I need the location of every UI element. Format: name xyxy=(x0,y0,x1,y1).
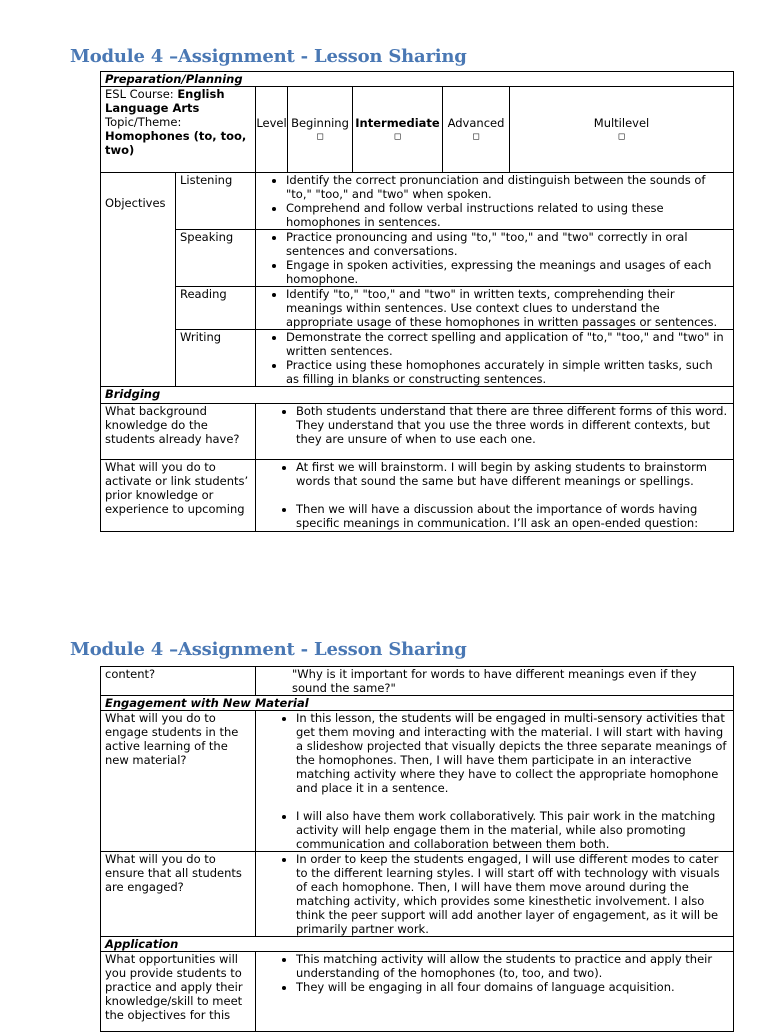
speaking-objectives xyxy=(256,230,734,287)
list-item: • Demonstrate the correct spelling and application of "to," "too," and "two" in written sentences. xyxy=(286,330,729,358)
topic-label: Topic/Theme: xyxy=(105,115,182,129)
lesson-plan-table-continued xyxy=(100,666,734,1032)
list-item: • Engage in spoken activities, expressing the meanings and usages of each homophone. xyxy=(286,258,729,286)
listening-objectives xyxy=(256,173,734,230)
course-line: ESL Course: English Language Arts xyxy=(105,87,225,115)
checkbox-icon[interactable]: ◻ xyxy=(316,132,324,142)
objectives-label: Objectives xyxy=(101,173,176,387)
bridging-answer xyxy=(256,460,734,532)
list-item: • Identify "to," "too," and "two" in written texts, comprehending their meanings within sentences. Use context clues to understand the appropriate usage of these homophones in written passages or sentences. xyxy=(286,287,729,329)
list-item: • Comprehend and follow verbal instructions related to using these homophones in sentences. xyxy=(286,201,729,229)
list-item: • Identify the correct pronunciation and distinguish between the sounds of "to," "too," and "two" when spoken. xyxy=(286,173,729,201)
engagement-question: What will you do to ensure that all students are engaged? xyxy=(101,852,256,937)
checkbox-icon[interactable]: ◻ xyxy=(393,132,402,142)
list-item: • In order to keep the students engaged, I will use different modes to cater to the different learning styles. I will start off with technology with visuals of each homophone. Then, I will have them move around during the matching activity, which provides some kinesthetic involvement. I also think the peer support will add another layer of engagement, as it will be primarily partner work. xyxy=(296,852,729,936)
checkbox-icon[interactable]: ◻ xyxy=(472,132,480,142)
bridging-question: What will you do to activate or link students’ prior knowledge or experience to upcoming xyxy=(101,460,256,532)
application-answer xyxy=(256,952,734,1032)
list-item: • In this lesson, the students will be engaged in multi-sensory activities that get them moving and interacting with the material. I will start with having a slideshow projected that visually depicts the three separate meanings of the homophones. Then, I will have them participate in an interactive matching activity where they have to collect the appropriate homophone and place it in a sentence. xyxy=(296,711,729,795)
level-label: Level xyxy=(256,87,288,173)
page-title: Module 4 –Assignment - Lesson Sharing xyxy=(70,46,467,67)
objective-domain-listening: Listening xyxy=(176,173,256,230)
page-title: Module 4 –Assignment - Lesson Sharing xyxy=(70,639,467,660)
level-advanced[interactable]: Advanced ◻ xyxy=(443,87,510,173)
bridging-header: Bridging xyxy=(101,387,734,404)
application-question: What opportunities will you provide students to practice and apply their knowledge/skill to meet the objectives for this xyxy=(101,952,256,1032)
level-intermediate[interactable]: Intermediate ◻ xyxy=(353,87,443,173)
level-multilevel[interactable]: Multilevel ◻ xyxy=(510,87,734,173)
course-value: English Language Arts xyxy=(105,87,225,115)
objective-domain-speaking: Speaking xyxy=(176,230,256,287)
course-topic-cell xyxy=(101,87,256,173)
application-header: Application xyxy=(101,937,734,952)
topic-value: Homophones (to, too, two) xyxy=(105,129,247,157)
list-item: • This matching activity will allow the students to practice and apply their understanding of the homophones (to, too, and two). xyxy=(296,952,729,980)
preparation-header: Preparation/Planning xyxy=(101,72,734,87)
engagement-answer xyxy=(256,711,734,852)
continued-text: "Why is it important for words to have different meanings even if they sound the same?" xyxy=(256,667,734,696)
list-item: • They will be engaging in all four domains of language acquisition. xyxy=(296,980,729,994)
reading-objectives xyxy=(256,287,734,330)
engagement-question: What will you do to engage students in the active learning of the new material? xyxy=(101,711,256,852)
continued-label: content? xyxy=(101,667,256,696)
engagement-header: Engagement with New Material xyxy=(101,696,734,711)
list-item: • Then we will have a discussion about the importance of words having specific meanings in communication. I’ll ask an open-ended question: xyxy=(296,502,729,530)
list-item: • I will also have them work collaboratively. This pair work in the matching activity will help engage them in the material, while also promoting communication and collaboration between them both. xyxy=(296,809,729,851)
bridging-answer xyxy=(256,404,734,460)
list-item: • Practice using these homophones accurately in simple written tasks, such as filling in blanks or constructing sentences. xyxy=(286,358,729,386)
objective-domain-reading: Reading xyxy=(176,287,256,330)
lesson-plan-table xyxy=(100,71,734,532)
list-item: • Practice pronouncing and using "to," "too," and "two" correctly in oral sentences and conversations. xyxy=(286,230,729,258)
bridging-question: What background knowledge do the students already have? xyxy=(101,404,256,460)
writing-objectives xyxy=(256,330,734,387)
checkbox-icon[interactable]: ◻ xyxy=(617,132,626,142)
objective-domain-writing: Writing xyxy=(176,330,256,387)
level-beginning[interactable]: Beginning ◻ xyxy=(288,87,353,173)
list-item: • Both students understand that there are three different forms of this word. They understand that you use the three words in different contexts, but they are unsure of when to use each one. xyxy=(296,404,729,446)
list-item: • At first we will brainstorm. I will begin by asking students to brainstorm words that sound the same but have different meanings or spellings. xyxy=(296,460,729,488)
engagement-answer xyxy=(256,852,734,937)
